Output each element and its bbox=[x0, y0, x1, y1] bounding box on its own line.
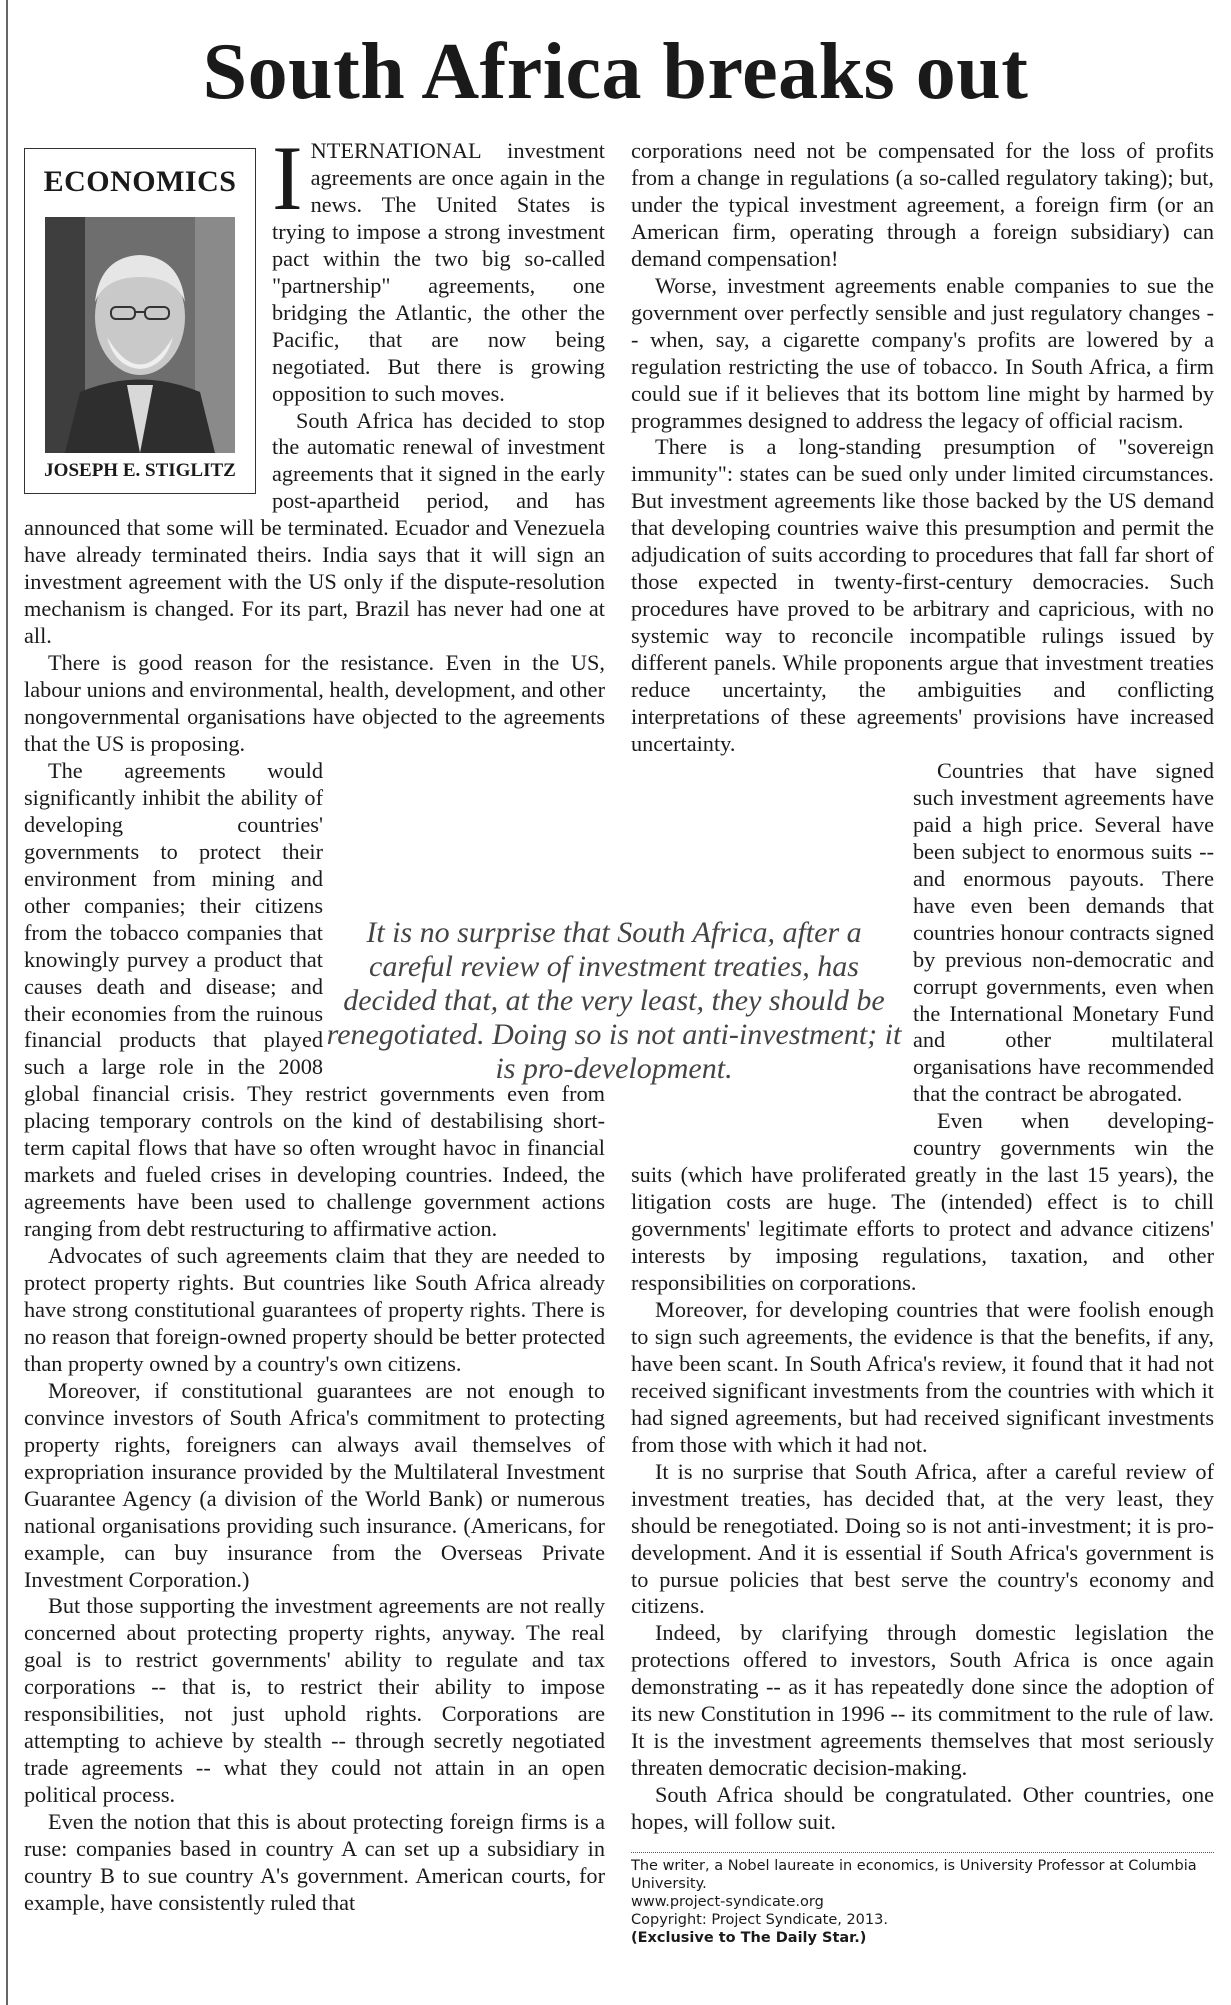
paragraph: corporations need not be compensated for the loss of profits from a change in regulations (a so-called regulatory taking); but, under the typical investment agreement, a foreign firm (or an American firm, operating through a foreign subsidiary) can demand compensation! bbox=[631, 138, 1214, 271]
paragraph: Even when developing-country governments win the suits (which have proliferated greatly in the last 15 years), the litigation costs are huge. The (intended) effect is to chill governments' legitimate efforts to protect and advance citizens' interests by imposing regulations, taxation, and other responsibilities on corporations. bbox=[631, 1108, 1214, 1296]
paragraph: South Africa has decided to stop the automatic renewal of investment agreements that it signed in the early post-apartheid period, and has announced that some will be terminated. Ecuador and Venezuela have already terminated theirs. India says that it will sign an investment agreement with the US only if the dispute-resolution mechanism is changed. For its part, Brazil has never had one at all. bbox=[24, 407, 605, 649]
paragraph: But those supporting the investment agreements are not really concerned about protecting property rights, anyway. The real goal is to restrict governments' ability to regulate and tax corporations -- that is, to restrict their ability to impose responsibilities, not just uphold rights. Corporations are attempting to achieve by stealth -- through secretly negotiated trade agreements -- what they could not attain in an open political process. bbox=[24, 1593, 605, 1808]
paragraph: Worse, investment agreements enable companies to sue the government over perfectly sensible and just regulatory changes -- when, say, a cigarette company's profits are lowered by a regulation restricting the use of tobacco. In South Africa, a firm could sue if it believes that its bottom line might by harmed by programmes designed to address the legacy of official racism. bbox=[631, 272, 1214, 433]
columnist-photo bbox=[45, 217, 235, 453]
pull-quote: It is no surprise that South Africa, after a careful review of investment treaties, has decided that, at the very least, they should be renegotiated. Doing so is not anti-investment; it is pro-development. bbox=[326, 916, 902, 1085]
paragraph: The agreements would significantly inhibit the ability of developing countries' governments to protect their environment from mining and other companies; their citizens from the tobacco companies that knowingly purvey a product that causes death and disease; and their economies from the ruinous financial products that played such a large role in the 2008 global financial crisis. They restrict governments even from placing temporary controls on the kind of destabilising short-term capital flows that have so often wrought havoc in financial markets and fueled crises in developing countries. Indeed, the agreements have been used to challenge government actions ranging from debt restructuring to affirmative action. bbox=[24, 757, 605, 1242]
paragraph: It is no surprise that South Africa, after a careful review of investment treaties, has decided that, at the very least, they should be renegotiated. Doing so is not anti-investment; it is pro-development. And it is essential if South Africa's government is to pursue policies that best serve the country's economy and citizens. bbox=[631, 1458, 1214, 1619]
page-edge-rule bbox=[6, 0, 8, 2005]
paragraph: There is a long-standing presumption of "sovereign immunity": states can be sued only under limited circumstances. But investment agreements like those backed by the US demand that developing countries waive this presumption and permit the adjudication of suits according to procedures that fall far short of those expected in twenty-first-century democracies. Such procedures have proved to be arbitrary and capricious, with no systemic way to reconcile incompatible rulings issued by different panels. While proponents argue that investment treaties reduce uncertainty, the ambiguities and conflicting interpretations of these agreements' provisions have increased uncertainty. bbox=[631, 434, 1214, 756]
paragraph: INTERNATIONAL investment agreements are once again in the news. The United States is trying to impose a strong investment pact within the two big so-called "partnership" agreements, one bridging the Atlantic, the other the Pacific, that are now being negotiated. But there is growing opposition to such moves. bbox=[272, 127, 605, 406]
exclusive-note: (Exclusive to The Daily Star.) bbox=[631, 1930, 867, 1947]
paragraph: Countries that have signed such investment agreements have paid a high price. Several have been subject to enormous suits -- and enormous payouts. There have even been demands that countries honour contracts signed by previous non-democratic and corrupt governments, even when the International Monetary Fund and other multilateral organisations have recommended that the contract be abrogated. bbox=[913, 757, 1214, 1107]
paragraph: Advocates of such agreements claim that they are needed to protect property rights. But countries like South Africa already have strong constitutional guarantees of property rights. There is no reason that foreign-owned property should be better protected than property owned by a country's own citizens. bbox=[24, 1243, 605, 1376]
author-bio: The writer, a Nobel laureate in economics, is University Professor at Columbia University. bbox=[631, 1858, 1197, 1893]
paragraph: Even the notion that this is about protecting foreign firms is a ruse: companies based in country A can set up a subsidiary in country B to sue country A's government. American courts, for example, have consistently ruled that bbox=[24, 1809, 605, 1915]
paragraph: There is good reason for the resistance. Even in the US, labour unions and environmental, health, development, and other nongovernmental organisations have objected to the agreements that the US is proposing. bbox=[24, 650, 605, 756]
website: www.project-syndicate.org bbox=[631, 1894, 824, 1911]
paragraph: Indeed, by clarifying through domestic legislation the protections offered to investors, South Africa is once again demonstrating -- as it has repeatedly done since the adoption of its new Constitution in 1996 -- its commitment to the rule of law. It is the investment agreements themselves that most seriously threaten democratic decision-making. bbox=[631, 1620, 1214, 1781]
headline: South Africa breaks out bbox=[202, 28, 1029, 116]
paragraph: Moreover, if constitutional guarantees are not enough to convince investors of South Africa's commitment to protecting property rights, foreigners can always avail themselves of expropriation insurance provided by the Multilateral Investment Guarantee Agency (a division of the World Bank) or numerous national organisations providing such insurance. (Americans, for example, can buy insurance from the Overseas Private Investment Corporation.) bbox=[24, 1377, 605, 1592]
columnist-box bbox=[24, 148, 256, 494]
columnist-name: JOSEPH E. STIGLITZ bbox=[44, 460, 236, 482]
author-endnote bbox=[631, 1852, 1214, 1947]
copyright: Copyright: Project Syndicate, 2013. bbox=[631, 1912, 888, 1929]
paragraph: South Africa should be congratulated. Other countries, one hopes, will follow suit. bbox=[631, 1782, 1214, 1835]
paragraph: Moreover, for developing countries that were foolish enough to sign such agreements, the evidence is that the benefits, if any, have been scant. In South Africa's review, it found that it had not received significant investments from the countries with which it had signed agreements, but had received significant investments from those with which it had not. bbox=[631, 1296, 1214, 1457]
drop-cap: I bbox=[272, 127, 303, 229]
article-body bbox=[24, 127, 1214, 1988]
section-label: ECONOMICS bbox=[43, 165, 237, 198]
portrait-image bbox=[45, 217, 235, 453]
